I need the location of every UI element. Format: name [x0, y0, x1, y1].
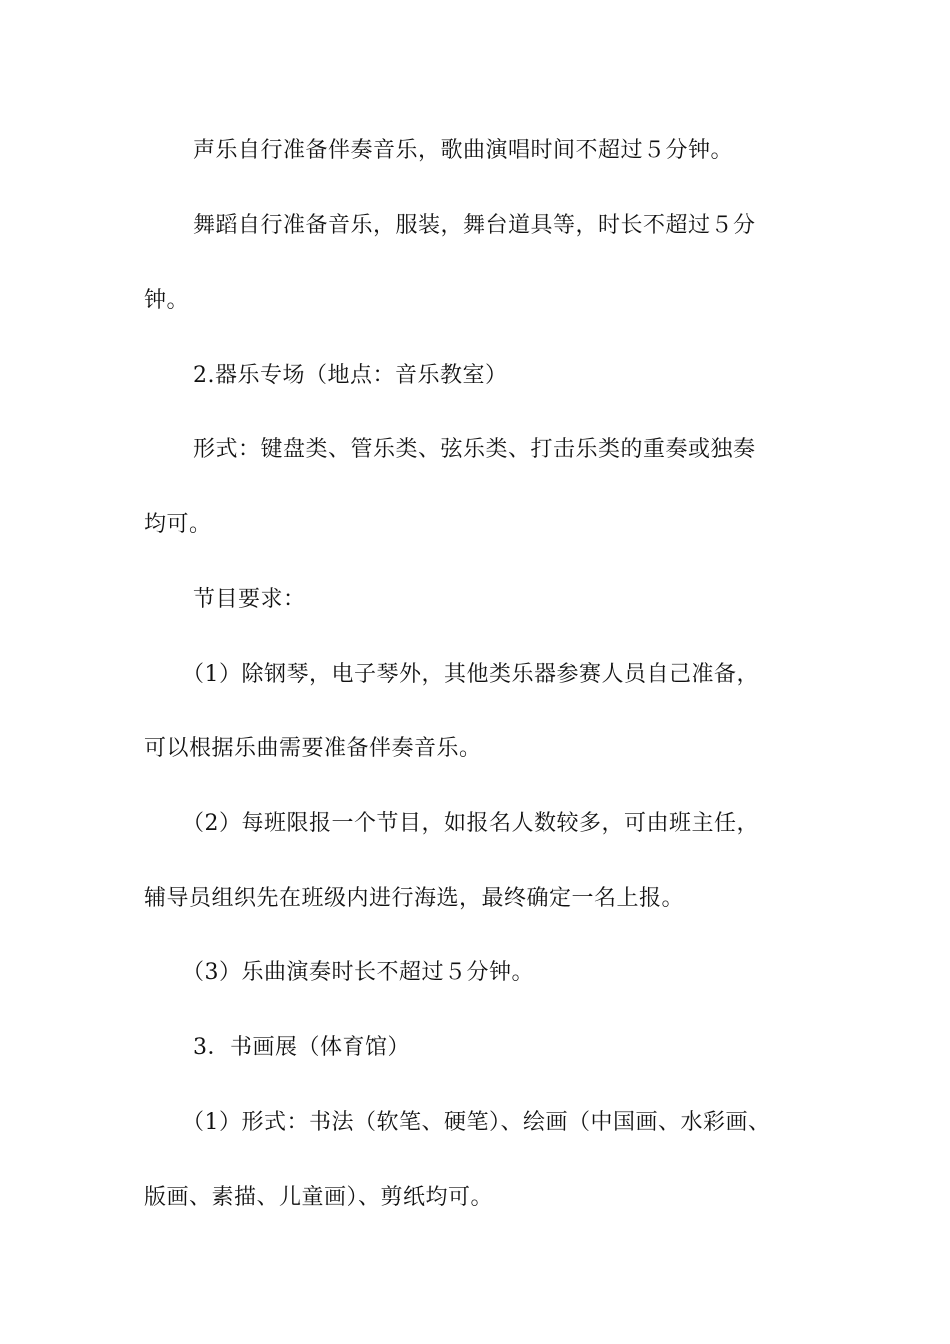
- list-item-requirement-1: （1）除钢琴，电子琴外，其他类乐器参赛人员自己准备，: [182, 662, 759, 687]
- paragraph-vocal-requirements: 声乐自行准备伴奏音乐，歌曲演唱时间不超过５分钟。: [193, 138, 734, 163]
- paragraph-dance-requirements: 舞蹈自行准备音乐，服装，舞台道具等，时长不超过５分: [193, 213, 756, 238]
- list-item-art-forms: （1）形式：书法（软笔、硬笔）、绘画（中国画、水彩画、: [182, 1110, 771, 1135]
- paragraph-dance-requirements-cont: 钟。: [144, 288, 190, 313]
- list-item-art-forms-cont: 版画、素描、儿童画）、剪纸均可。: [144, 1185, 494, 1210]
- paragraph-instrumental-forms-cont: 均可。: [144, 512, 212, 537]
- paragraph-instrumental-forms: 形式：键盘类、管乐类、弦乐类、打击乐类的重奏或独奏: [193, 437, 756, 462]
- section-heading-instrumental: 2.器乐专场（地点：音乐教室）: [193, 363, 508, 388]
- list-item-requirement-2-cont: 辅导员组织先在班级内进行海选，最终确定一名上报。: [144, 886, 685, 911]
- section-heading-art-exhibition: 3．书画展（体育馆）: [193, 1035, 410, 1060]
- list-item-requirement-1-cont: 可以根据乐曲需要准备伴奏音乐。: [144, 736, 482, 761]
- list-item-requirement-2: （2）每班限报一个节目，如报名人数较多，可由班主任，: [182, 811, 759, 836]
- list-item-requirement-3: （3）乐曲演奏时长不超过５分钟。: [182, 960, 534, 985]
- subheading-program-requirements: 节目要求：: [193, 587, 306, 612]
